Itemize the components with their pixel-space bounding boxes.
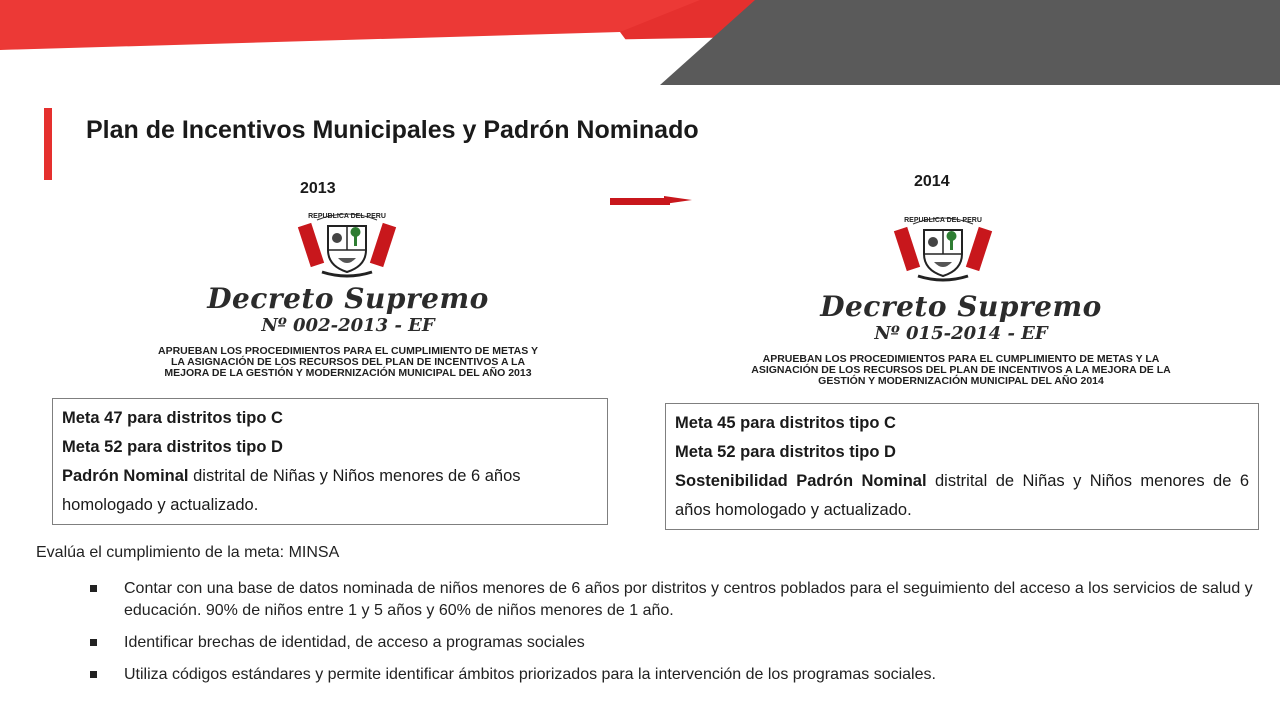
title-accent-bar (44, 108, 52, 180)
decree-right (676, 292, 1246, 387)
year-left: 2013 (300, 180, 336, 197)
seal-text: REPUBLICA DEL PERU (904, 217, 982, 224)
meta-box-left (52, 398, 608, 525)
seal-text: REPUBLICA DEL PERU (308, 213, 386, 220)
meta-line: Meta 52 para distritos tipo D (675, 443, 896, 461)
decree-number: Nº 015-2014 - EF (874, 323, 1048, 344)
bullet-square-icon (90, 585, 97, 592)
coat-of-arms-icon (292, 206, 402, 278)
decree-name: Decreto Supremo (820, 290, 1102, 323)
list-item: Contar con una base de datos nominada de niños menores de 6 años por distritos y centros poblados para el seguimiento del acceso a los servicios de salud y educación. 90% de niños entre 1 y 5 años y 60% de niños menores de 1 año. (86, 578, 1256, 622)
header-banner (0, 0, 1280, 120)
slide-title: Plan de Incentivos Municipales y Padrón Nominado (86, 116, 699, 144)
evaluation-heading: Evalúa el cumplimiento de la meta: MINSA (36, 544, 340, 561)
year-right: 2014 (914, 173, 950, 190)
decree-name: Decreto Supremo (207, 282, 489, 315)
padron-description: Sostenibilidad Padrón Nominal distrital de Niñas y Niños menores de 6 años homologado y actualizado. (675, 472, 1249, 519)
coat-of-arms-icon (888, 210, 998, 282)
meta-line: Meta 47 para distritos tipo C (62, 409, 283, 427)
arrow-right-icon (608, 192, 694, 208)
meta-line: Meta 52 para distritos tipo D (62, 438, 283, 456)
decree-description: APRUEBAN LOS PROCEDIMIENTOS PARA EL CUMPLIMIENTO DE METAS Y LA ASIGNACIÓN DE LOS RECURSOS DEL PLAN DE INCENTIVOS A LA MEJORA DE LA GESTIÓN Y MODERNIZACIÓN MUNICIPAL DEL AÑO 2013 (158, 345, 538, 379)
decree-description: APRUEBAN LOS PROCEDIMIENTOS PARA EL CUMPLIMIENTO DE METAS Y LA ASIGNACIÓN DE LOS RECURSOS DEL PLAN DE INCENTIVOS A LA MEJORA DE LA GESTIÓN Y MODERNIZACIÓN MUNICIPAL DEL AÑO 2014 (751, 353, 1171, 387)
list-item: Utiliza códigos estándares y permite identificar ámbitos priorizados para la intervención de los programas sociales. (86, 664, 1256, 686)
padron-description: Padrón Nominal distrital de Niñas y Niños menores de 6 años homologado y actualizado. (62, 467, 521, 514)
evaluation-bullets (86, 578, 1256, 696)
decree-left (88, 284, 608, 379)
bullet-square-icon (90, 639, 97, 646)
meta-line: Meta 45 para distritos tipo C (675, 414, 896, 432)
bullet-square-icon (90, 671, 97, 678)
list-item: Identificar brechas de identidad, de acceso a programas sociales (86, 632, 1256, 654)
decree-number: Nº 002-2013 - EF (261, 315, 435, 336)
meta-box-right (665, 403, 1259, 530)
